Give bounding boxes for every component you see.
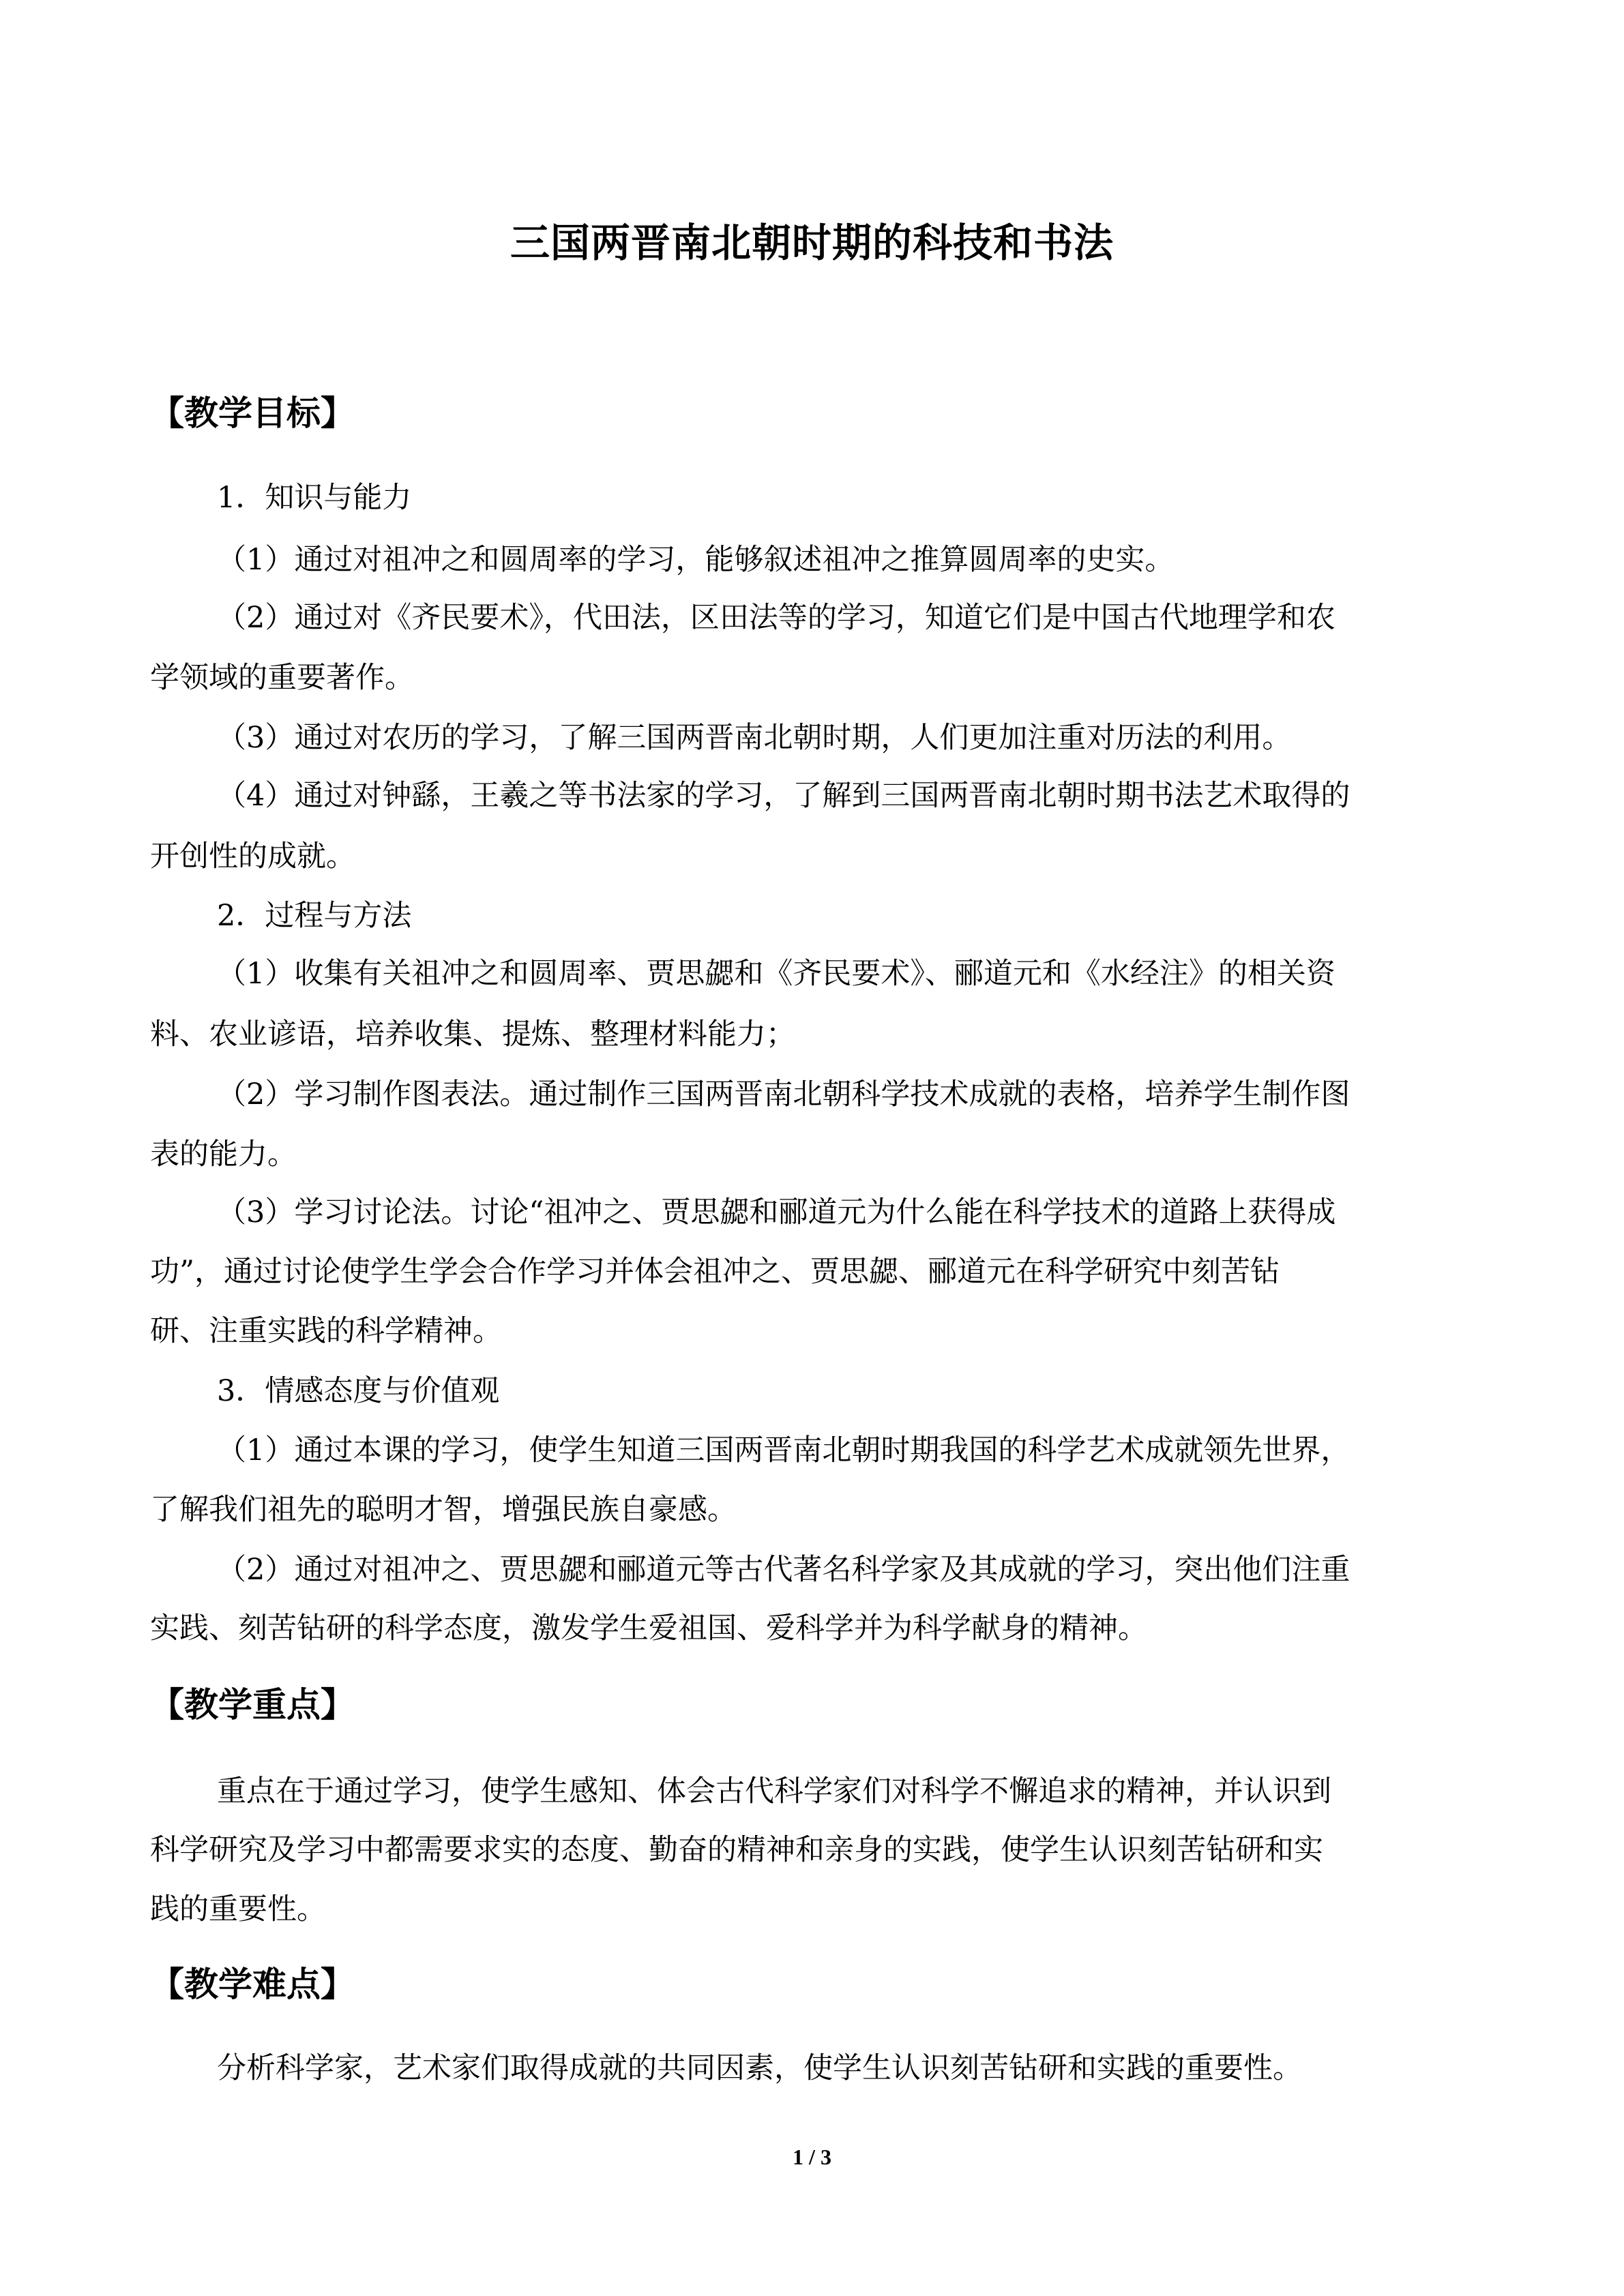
objectives-line: （2）通过对《齐民要术》，代田法，区田法等的学习，知道它们是中国古代地理学和农 — [217, 601, 1335, 635]
section-heading-key-points: 【教学重点】 — [150, 1685, 355, 1725]
objectives-line: 2．过程与方法 — [217, 899, 412, 933]
objectives-line: （2）学习制作图表法。通过制作三国两晋南北朝科学技术成就的表格，培养学生制作图 — [217, 1077, 1350, 1112]
objectives-line: （3）通过对农历的学习，了解三国两晋南北朝时期，人们更加注重对历法的利用。 — [217, 721, 1292, 755]
objectives-line: （1）通过本课的学习，使学生知道三国两晋南北朝时期我国的科学艺术成就领先世界， — [217, 1433, 1350, 1467]
objectives-line: 了解我们祖先的聪明才智，增强民族自豪感。 — [150, 1493, 737, 1527]
objectives-line: 1．知识与能力 — [217, 481, 412, 515]
difficulties-line: 分析科学家，艺术家们取得成就的共同因素，使学生认识刻苦钻研和实践的重要性。 — [217, 2051, 1302, 2085]
objectives-line: （4）通过对钟繇，王羲之等书法家的学习，了解到三国两晋南北朝时期书法艺术取得的 — [217, 779, 1350, 813]
objectives-line: 研、注重实践的科学精神。 — [150, 1314, 502, 1348]
objectives-line: 表的能力。 — [150, 1137, 297, 1172]
section-heading-difficulties: 【教学难点】 — [150, 1965, 355, 2004]
key-points-line: 科学研究及学习中都需要求实的态度、勤奋的精神和亲身的实践，使学生认识刻苦钻研和实 — [150, 1833, 1323, 1867]
objectives-line: （1）通过对祖冲之和圆周率的学习，能够叙述祖冲之推算圆周率的史实。 — [217, 543, 1175, 577]
objectives-line: 开创性的成就。 — [150, 839, 355, 874]
objectives-line: （3）学习讨论法。讨论“祖冲之、贾思勰和郦道元为什么能在科学技术的道路上获得成 — [217, 1195, 1336, 1229]
section-heading-objectives: 【教学目标】 — [150, 393, 355, 433]
page-number: 1 / 3 — [793, 2145, 831, 2169]
objectives-line: 功”，通过讨论使学生学会合作学习并体会祖冲之、贾思勰、郦道元在科学研究中刻苦钻 — [150, 1255, 1280, 1289]
objectives-line: 料、农业谚语，培养收集、提炼、整理材料能力； — [150, 1017, 795, 1052]
document-title: 三国两晋南北朝时期的科技和书法 — [510, 220, 1114, 266]
objectives-line: 实践、刻苦钻研的科学态度，激发学生爱祖国、爱科学并为科学献身的精神。 — [150, 1611, 1147, 1645]
objectives-line: （2）通过对祖冲之、贾思勰和郦道元等古代著名科学家及其成就的学习，突出他们注重 — [217, 1553, 1350, 1587]
key-points-line: 重点在于通过学习，使学生感知、体会古代科学家们对科学不懈追求的精神，并认识到 — [217, 1774, 1331, 1808]
objectives-line: 3．情感态度与价值观 — [217, 1374, 500, 1408]
objectives-line: （1）收集有关祖冲之和圆周率、贾思勰和《齐民要术》、郦道元和《水经注》的相关资 — [217, 957, 1335, 991]
key-points-line: 践的重要性。 — [150, 1892, 326, 1926]
objectives-line: 学领域的重要著作。 — [150, 661, 414, 695]
